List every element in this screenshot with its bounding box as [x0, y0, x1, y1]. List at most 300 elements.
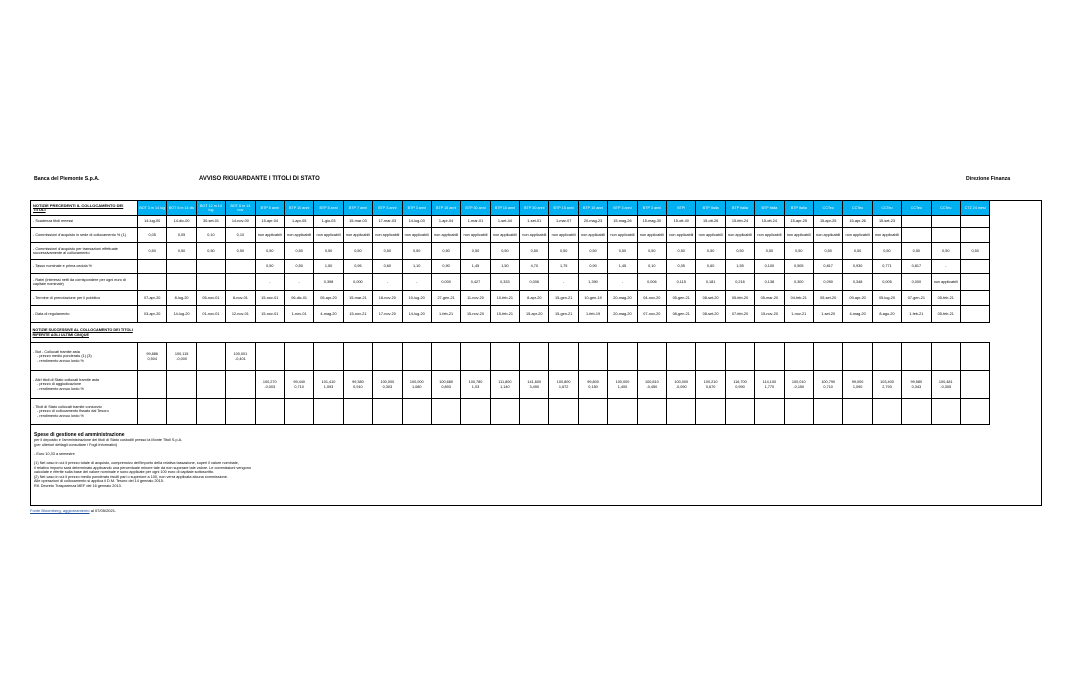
- table-cell: 1-set-01: [520, 216, 549, 228]
- table-cell: 1-giu-03: [314, 216, 343, 228]
- table-cell: [725, 371, 754, 399]
- table-cell: [373, 323, 402, 343]
- table-cell: [167, 260, 196, 274]
- table-cell: [960, 323, 989, 343]
- cell-value: 100,010: [791, 380, 806, 385]
- table-cell: 0,50: [196, 243, 225, 260]
- table-cell: [872, 399, 901, 425]
- table-cell: 09-apr-20: [843, 291, 872, 306]
- cell-value: 100,790: [821, 380, 836, 385]
- table-cell: 04-nov-20: [637, 291, 666, 306]
- table-cell: [343, 323, 372, 343]
- table-cell: [343, 343, 372, 371]
- table-cell: [314, 399, 343, 425]
- note-line: il relativo importo sarà determinato applicando una percentuale minore tale da non superare tale valore. Le commissioni vengono: [34, 465, 251, 470]
- table-cell: [226, 343, 255, 371]
- cell-value: 114,100: [762, 380, 777, 385]
- source-line: [30, 508, 116, 513]
- table-cell: 0,50: [960, 243, 989, 260]
- table-cell: 1-feb-19: [578, 306, 607, 323]
- table-cell: [520, 371, 549, 399]
- cell-value: -0,450: [646, 384, 658, 389]
- table-cell: [255, 399, 284, 425]
- table-cell: 01-nov-01: [196, 306, 225, 323]
- table-cell: [461, 323, 490, 343]
- cell-value: 0,910: [353, 384, 363, 389]
- result-label-line: - Bot - Collocati tramite asta: [33, 350, 80, 355]
- table-cell: [960, 399, 989, 425]
- table-cell: -: [284, 274, 313, 291]
- table-cell: [314, 343, 343, 371]
- table-cell: [196, 323, 225, 343]
- column-header: BTP 3 anni: [402, 201, 431, 216]
- table-cell: 05-gen-21: [667, 291, 696, 306]
- table-cell: 12-nov-01: [226, 306, 255, 323]
- table-cell: [960, 228, 989, 243]
- table-cell: [284, 323, 313, 343]
- table-cell: [755, 323, 784, 343]
- table-cell: 05-nov-01: [196, 291, 225, 306]
- table-cell: non applicabili: [578, 228, 607, 243]
- table-cell: [431, 399, 460, 425]
- table-cell: [343, 399, 372, 425]
- table-cell: 15-apr-04: [255, 216, 284, 228]
- table-cell: [902, 323, 931, 343]
- table-cell: 10-gen-19: [578, 291, 607, 306]
- cell-value: 3,490: [529, 384, 540, 389]
- table-cell: [255, 371, 284, 399]
- table-cell: 15-nov-01: [255, 306, 284, 323]
- table-cell: [490, 343, 519, 371]
- cell-value: 100,000: [615, 380, 630, 385]
- table-cell: non applicabili: [520, 228, 549, 243]
- table-cell: 0,90: [578, 260, 607, 274]
- table-cell: [960, 343, 989, 371]
- table-cell: [226, 260, 255, 274]
- titoli-table: [30, 200, 990, 425]
- table-cell: [696, 323, 725, 343]
- table-cell: 0,333: [490, 274, 519, 291]
- table-cell: [755, 371, 784, 399]
- column-header: BTP 15 anni: [549, 201, 578, 216]
- table-cell: 0,50: [578, 243, 607, 260]
- table-cell: [196, 343, 225, 371]
- table-cell: [314, 323, 343, 343]
- table-cell: 15-nov-21: [343, 306, 372, 323]
- table-cell: [373, 371, 402, 399]
- cell-value: 1,03: [471, 384, 480, 389]
- note-line: per il deposito e l'amministrazione dei titoli di Stato custoditi presso la Monte Titoli S.p.A.: [34, 438, 183, 442]
- table-cell: 0,216: [725, 274, 754, 291]
- titoli-sheet: [30, 200, 1042, 506]
- table-cell: non applicabili: [343, 228, 372, 243]
- cell-value: -0,000: [176, 356, 187, 361]
- table-cell: [461, 399, 490, 425]
- table-cell: 0,50: [284, 243, 313, 260]
- row-label: - Scadenza titoli emessi: [31, 216, 138, 228]
- cell-value: -0,150: [793, 384, 805, 389]
- table-cell: 0,115: [667, 274, 696, 291]
- result-label: [31, 371, 138, 399]
- table-cell: [167, 371, 196, 399]
- table-cell: [520, 343, 549, 371]
- cell-value: 2,793: [882, 384, 892, 389]
- table-cell: 1-nov-21: [784, 306, 813, 323]
- table-cell: 0,300: [784, 274, 813, 291]
- table-cell: [226, 371, 255, 399]
- table-cell: 0,50: [931, 243, 960, 260]
- table-cell: [608, 371, 637, 399]
- table-cell: 0,000: [431, 274, 460, 291]
- table-cell: [843, 323, 872, 343]
- table-cell: 0,50: [402, 243, 431, 260]
- table-cell: 15-gen-21: [549, 306, 578, 323]
- cell-value: 0,990: [735, 384, 745, 389]
- table-cell: 4,70: [520, 260, 549, 274]
- cell-value: -0,003: [264, 384, 276, 389]
- column-header: BTP Italia: [755, 201, 784, 216]
- table-cell: [138, 343, 167, 371]
- table-cell: 0,50: [373, 243, 402, 260]
- table-row: [31, 291, 990, 306]
- table-cell: 1-set-20: [813, 306, 842, 323]
- column-header: CCTeu: [813, 201, 842, 216]
- table-row: [31, 274, 990, 291]
- table-cell: [902, 343, 931, 371]
- table-cell: 0,50: [255, 243, 284, 260]
- table-cell: [902, 228, 931, 243]
- table-cell: [255, 343, 284, 371]
- cell-value: 0,670: [705, 384, 716, 389]
- table-cell: 1-apr-04: [431, 216, 460, 228]
- table-cell: [167, 343, 196, 371]
- result-label-line: - rendimento annuo lordo %: [37, 386, 84, 391]
- table-cell: [402, 343, 431, 371]
- table-cell: 0,000: [902, 274, 931, 291]
- cell-value: 0,710: [823, 384, 833, 389]
- table-cell: [813, 343, 842, 371]
- cell-value: 111,800: [498, 380, 512, 385]
- table-cell: 05-apr-20: [314, 291, 343, 306]
- table-cell: 0,50: [813, 243, 842, 260]
- table-cell: [608, 343, 637, 371]
- notes-title: Spese di gestione ed amministrazione: [34, 432, 125, 438]
- cell-value: 100,680: [439, 380, 453, 385]
- table-cell: [431, 371, 460, 399]
- cell-value: 100,000: [380, 380, 395, 385]
- table-cell: 10-lug-20: [402, 291, 431, 306]
- table-cell: 0,90: [431, 260, 460, 274]
- cell-value: 100,270: [262, 380, 277, 385]
- column-header: BTP 5 anni: [314, 201, 343, 216]
- column-header: BTP Italia: [725, 201, 754, 216]
- table-cell: [637, 343, 666, 371]
- cell-value: 141,600: [527, 380, 542, 385]
- table-cell: -: [373, 274, 402, 291]
- table-row: [31, 260, 990, 274]
- table-cell: 15-apr-25: [784, 216, 813, 228]
- column-header: CTZ 24 mesi: [960, 201, 989, 216]
- cell-value: 100,481: [938, 380, 953, 385]
- column-header: BTP 3 anni: [373, 201, 402, 216]
- table-cell: 0,50: [872, 243, 901, 260]
- table-cell: [138, 399, 167, 425]
- column-header: BTP 10 anni: [578, 201, 607, 216]
- cell-value: -0,305: [940, 384, 952, 389]
- table-cell: 0,50: [461, 243, 490, 260]
- row-label: - Tasso nominale e prima cedola %: [31, 260, 138, 274]
- table-cell: non applicabili: [725, 228, 754, 243]
- cell-value: 100,115: [174, 352, 189, 357]
- table-cell: 15-gen-21: [549, 291, 578, 306]
- table-cell: [373, 343, 402, 371]
- table-cell: 0,50: [725, 243, 754, 260]
- cell-value: -0,401: [234, 356, 246, 361]
- table-cell: 0,50: [343, 243, 372, 260]
- table-cell: 1,45: [461, 260, 490, 274]
- table-cell: 15-nov-20: [755, 306, 784, 323]
- result-label: [31, 343, 138, 371]
- table-cell: -: [931, 260, 960, 274]
- table-cell: 0,50: [431, 243, 460, 260]
- table-cell: 0,181: [696, 274, 725, 291]
- table-cell: [226, 323, 255, 343]
- cell-value: 99,580: [910, 380, 923, 385]
- table-cell: 0,50: [314, 243, 343, 260]
- table-cell: 08-set-20: [696, 291, 725, 306]
- table-cell: [578, 343, 607, 371]
- table-cell: 15-ott-26: [696, 216, 725, 228]
- table-cell: [696, 399, 725, 425]
- note-line: calcolate e riferite sulla base del valore nominale e sono applicate per ogni 100 euro di capitale sottoscritto.: [34, 470, 215, 475]
- table-cell: 4-mag-20: [314, 306, 343, 323]
- table-cell: 07-gen-21: [902, 291, 931, 306]
- notes-lines: [34, 438, 594, 489]
- cell-value: 1,400: [617, 384, 628, 389]
- column-header: BTP Italia: [696, 201, 725, 216]
- table-cell: 15-apr-25: [813, 216, 842, 228]
- note-line: - Euro 10,33 a semestre: [34, 451, 75, 456]
- column-header: BTP 10 anni: [490, 201, 519, 216]
- table-row: [31, 216, 990, 228]
- table-cell: non applicabili: [667, 228, 696, 243]
- table-cell: 14-dic-00: [167, 216, 196, 228]
- table-cell: 0,50: [667, 243, 696, 260]
- table-cell: 8-apr-20: [520, 291, 549, 306]
- table-cell: [608, 399, 637, 425]
- table-cell: [196, 399, 225, 425]
- table-cell: [226, 274, 255, 291]
- table-cell: [549, 399, 578, 425]
- cell-value: 0,303: [382, 384, 393, 389]
- column-header: CCTeu: [931, 201, 960, 216]
- result-label: [31, 399, 138, 425]
- table-cell: 05-feb-20: [725, 291, 754, 306]
- table-cell: [255, 323, 284, 343]
- table-cell: 1-apr-05: [284, 216, 313, 228]
- cell-value: 100,780: [468, 380, 483, 385]
- table-cell: 1,55: [725, 260, 754, 274]
- table-cell: 0,50: [520, 243, 549, 260]
- table-cell: [843, 343, 872, 371]
- table-cell: 0,005: [872, 274, 901, 291]
- table-cell: 1,390: [578, 274, 607, 291]
- table-cell: non applicabili: [284, 228, 313, 243]
- document-title: AVVISO RIGUARDANTE I TITOLI DI STATO: [199, 176, 320, 182]
- table-cell: 0,100: [755, 260, 784, 274]
- table-cell: 0,10: [637, 260, 666, 274]
- row-label: - Commissioni d'acquisto in sede di collocamento % (1): [31, 228, 138, 243]
- table-cell: 1,50: [314, 260, 343, 274]
- table-cell: non applicabili: [549, 228, 578, 243]
- table-cell: -: [255, 274, 284, 291]
- table-cell: 1-mar-01: [461, 216, 490, 228]
- table-cell: [402, 399, 431, 425]
- result-label-line: - rendimento annuo lordo %: [37, 358, 84, 363]
- column-header: BTP 5 anni: [255, 201, 284, 216]
- table-cell: 14-lug-20: [167, 306, 196, 323]
- table-cell: 1-nov-01: [284, 306, 313, 323]
- row-label: - Commissioni d'acquisto per transazioni effettuate successivamente al collocamento: [31, 243, 138, 260]
- cell-value: 101,410: [321, 380, 336, 385]
- table-cell: [578, 371, 607, 399]
- table-cell: 14-lug-20: [402, 306, 431, 323]
- table-cell: 0,50: [637, 243, 666, 260]
- bank-name: Banca del Piemonte S.p.A.: [34, 176, 100, 182]
- cell-value: 0,343: [911, 384, 922, 389]
- table-cell: non applicabili: [402, 228, 431, 243]
- cell-value: 100,800: [556, 380, 571, 385]
- column-header: BTP 3 anni: [608, 201, 637, 216]
- cell-value: 1,140: [500, 384, 510, 389]
- table-cell: 8-ago-20: [872, 306, 901, 323]
- column-header: BTP 10 anni: [284, 201, 313, 216]
- table-cell: 0,05: [138, 228, 167, 243]
- table-cell: 0,930: [843, 260, 872, 274]
- table-cell: [813, 323, 842, 343]
- note-line: (1) Nel caso in cui il prezzo totale di acquisto, comprensivo dell'importo della relativa tassazione, superi il valore nominale,: [34, 460, 239, 465]
- table-cell: 1,50: [490, 260, 519, 274]
- table-cell: [520, 399, 549, 425]
- table-cell: [902, 399, 931, 425]
- table-cell: 0,10: [226, 228, 255, 243]
- table-cell: non applicabili: [637, 228, 666, 243]
- cell-value: 1,080: [411, 384, 422, 389]
- table-cell: [608, 323, 637, 343]
- source-link[interactable]: Fonte Bloomberg, aggiornamento: [30, 508, 90, 513]
- result-row: [31, 399, 990, 425]
- table-cell: 15-mar-21: [343, 291, 372, 306]
- table-cell: -: [549, 274, 578, 291]
- table-cell: 0,50: [784, 243, 813, 260]
- table-cell: non applicabili: [255, 228, 284, 243]
- column-header: CCTeu: [843, 201, 872, 216]
- table-cell: non applicabili: [872, 228, 901, 243]
- section-subheader: NOTIZIE SUCCESSIVE AL COLLOCAMENTO DEI TITOLI RIFERITE AGLI ULTIMI CINQUE: [31, 323, 138, 343]
- table-cell: 17-nov-20: [373, 306, 402, 323]
- cell-value: 1,090: [852, 384, 863, 389]
- table-cell: 1-feb-21: [902, 306, 931, 323]
- table-cell: 10-feb-21: [490, 291, 519, 306]
- table-cell: 0,817: [813, 260, 842, 274]
- table-cell: 0,006: [520, 274, 549, 291]
- table-cell: non applicabili: [373, 228, 402, 243]
- table-cell: [960, 216, 989, 228]
- note-line: (per ulteriori dettagli consultare i Fogli Informativi): [34, 442, 118, 447]
- table-cell: 15-feb-24: [725, 216, 754, 228]
- table-cell: 8-lug-20: [167, 291, 196, 306]
- table-cell: 30-set-01: [196, 216, 225, 228]
- table-cell: [196, 274, 225, 291]
- table-cell: [784, 399, 813, 425]
- table-cell: [902, 216, 931, 228]
- table-cell: [402, 323, 431, 343]
- table-cell: 15-set-23: [872, 216, 901, 228]
- cell-value: 0,150: [588, 384, 598, 389]
- table-cell: 14-lug-03: [402, 216, 431, 228]
- table-cell: non applicabili: [461, 228, 490, 243]
- table-cell: 1,10: [402, 260, 431, 274]
- table-cell: [431, 343, 460, 371]
- table-cell: [696, 343, 725, 371]
- table-cell: 1-feb-21: [431, 306, 460, 323]
- column-header: BTP 30 anni: [520, 201, 549, 216]
- table-cell: 0,10: [196, 228, 225, 243]
- table-cell: 0,50: [843, 243, 872, 260]
- table-cell: [872, 323, 901, 343]
- table-cell: 07-apr-20: [138, 291, 167, 306]
- table-cell: 0,006: [637, 274, 666, 291]
- table-cell: 0,427: [461, 274, 490, 291]
- table-cell: 05-mar-20: [755, 291, 784, 306]
- table-cell: -: [608, 274, 637, 291]
- table-cell: [696, 371, 725, 399]
- cell-value: 100,001: [233, 352, 248, 357]
- table-cell: 0,771: [872, 260, 901, 274]
- source-date: al 07/05/2021.: [90, 508, 117, 513]
- table-cell: 0,50: [755, 243, 784, 260]
- result-label-line: - Altri titoli di Stato collocati tramite asta: [33, 378, 100, 383]
- table-cell: 05-set-20: [813, 291, 842, 306]
- notes-block: [34, 432, 594, 489]
- table-cell: [196, 260, 225, 274]
- table-cell: non applicabili: [931, 274, 960, 291]
- table-cell: [667, 371, 696, 399]
- column-header: BOT 6 m 14 nov: [226, 201, 255, 216]
- table-cell: non applicabili: [843, 228, 872, 243]
- table-cell: [667, 323, 696, 343]
- cell-value: 99,800: [587, 380, 599, 385]
- table-cell: 0,50: [138, 243, 167, 260]
- result-label-line: - prezzo di aggiudicazione: [37, 382, 82, 387]
- table-cell: 20-mag-20: [608, 306, 637, 323]
- table-cell: 4-mag-20: [843, 306, 872, 323]
- table-cell: [284, 343, 313, 371]
- table-cell: [725, 343, 754, 371]
- table-cell: non applicabili: [314, 228, 343, 243]
- table-cell: [667, 399, 696, 425]
- table-cell: [138, 260, 167, 274]
- table-cell: 05-lug-20: [872, 291, 901, 306]
- table-cell: 05-feb-21: [931, 291, 960, 306]
- table-cell: 15-apr-20: [520, 306, 549, 323]
- table-cell: 0,50: [902, 243, 931, 260]
- table-cell: 15-ott-24: [755, 216, 784, 228]
- cell-value: -0,090: [675, 384, 687, 389]
- table-cell: -: [402, 274, 431, 291]
- table-cell: 05-feb-21: [931, 306, 960, 323]
- table-cell: [402, 371, 431, 399]
